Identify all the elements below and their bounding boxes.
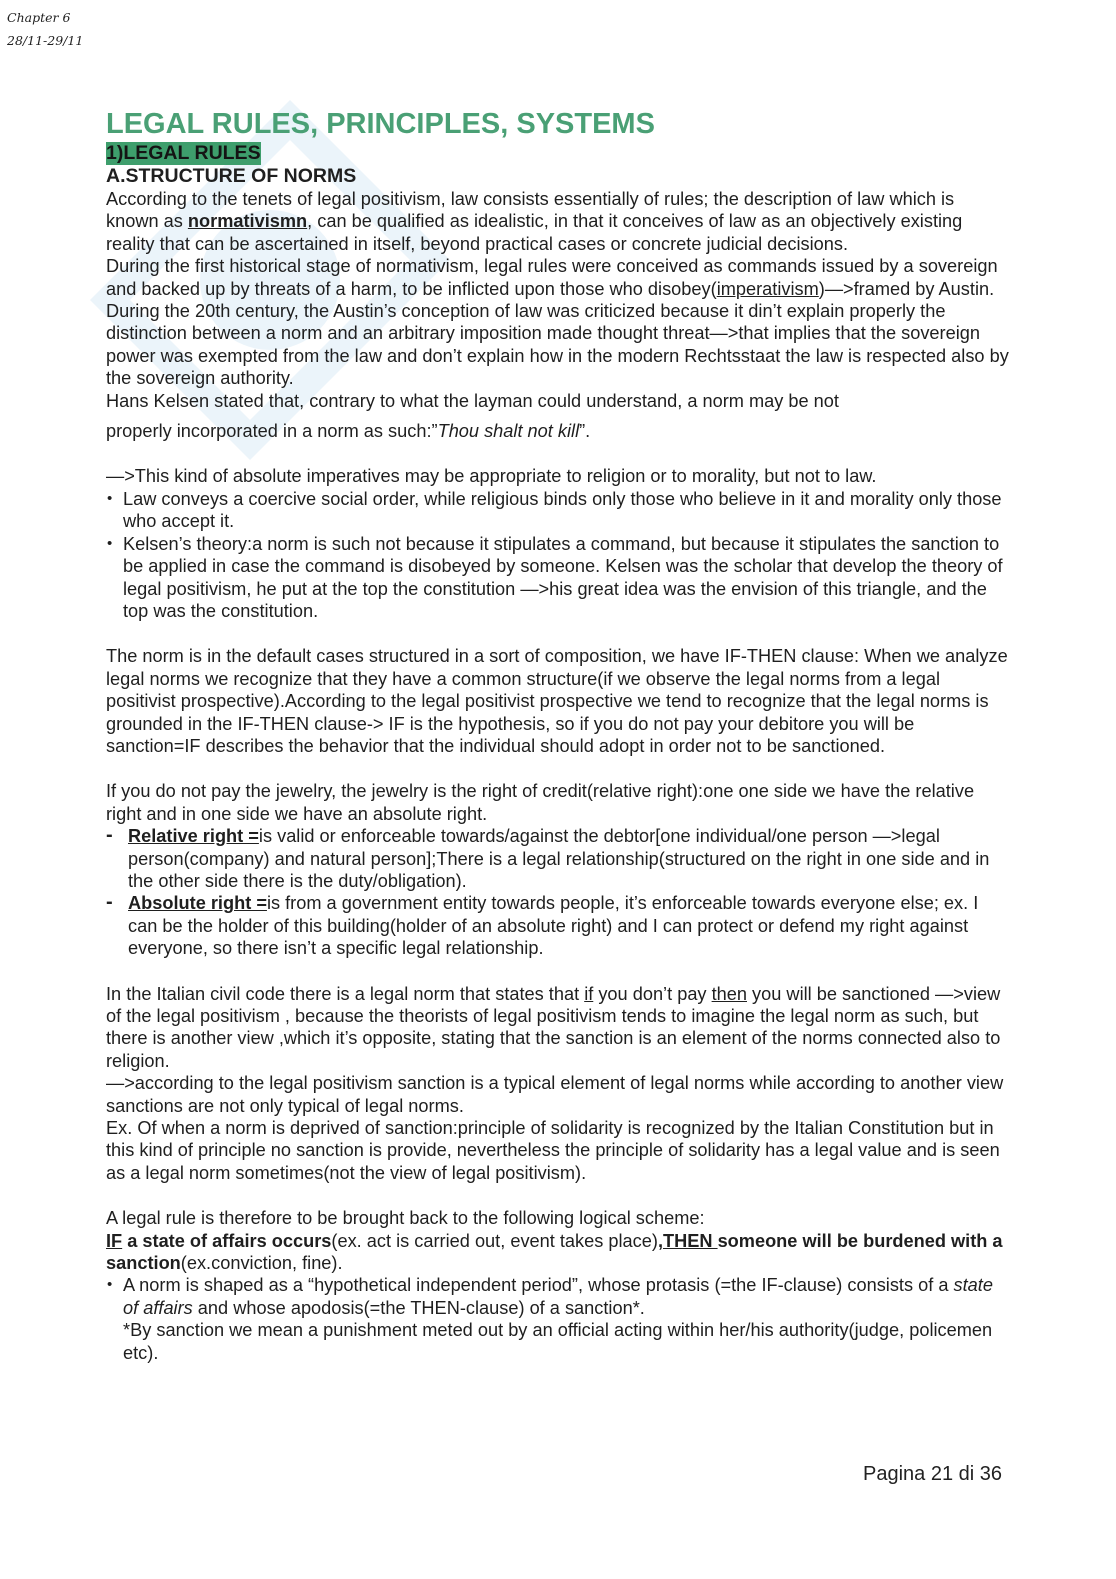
document-body [106, 106, 1011, 1364]
paragraph: In the Italian civil code there is a legal norm that states that if you don’t pay then you will be sanctioned —>view of the legal positivism , because the theorists of legal positivism tends to imagine the legal norm as such, but there is another view ,which it’s opposite, stating that the sanction is an element of the norms connected also to religion. [106, 983, 1001, 1071]
paragraph: properly incorporated in a norm as such:”Thou shalt not kill”. [106, 421, 591, 442]
sanction-note: *By sanction we mean a punishment meted out by an official acting within her/his authority(judge, policemen etc). [123, 1320, 993, 1363]
list-item: • Kelsen’s theory:a norm is such not because it stipulates a command, but because it stipulates the sanction to be applied in case the command is disobeyed by someone. Kelsen was the scholar that develop the theory of legal positivism, he put at the top the constitution —>his great idea was the envision of this triangle, and the top was the constitution. [107, 533, 1003, 621]
subsection-heading: A.STRUCTURE OF NORMS [106, 165, 357, 187]
term-absolute-right: Absolute right = [128, 893, 267, 914]
paragraph: According to the tenets of legal positivism, law consists essentially of rules; the description of law which is known as normativismn, can be qualified as idealistic, in that it conceives of law as an objectively existing reality that can be ascertained in itself, beyond practical cases or concrete judicial decisions. [106, 189, 963, 254]
paragraph: Ex. Of when a norm is deprived of sanction:principle of solidarity is recognized by the Italian Constitution but in this kind of principle no sanction is provide, nevertheless the principle of solidarity has a legal value and is seen as a legal norm sometimes(not the view of legal positivism). [106, 1118, 1000, 1183]
paragraph: The norm is in the default cases structured in a sort of composition, we have IF-THEN clause: When we analyze legal norms we recognize that they have a common structure(if we observe the legal norms from a legal positivist prospective).According to the legal positivist prospective we tend to recognize that the legal norms is grounded in the IF-THEN clause-> IF is the hypothesis, so if you do not pay your debitore you will be sanction=IF describes the behavior that the individual should adopt in order not to be sanctioned. [106, 646, 1008, 756]
list-item: - Absolute right =is from a government entity towards people, it’s enforceable towards everyone else; ex. I can be the holder of this building(holder of an absolute right) and I can protect or defend my right against everyone, so there isn’t a specific legal relationship. [106, 891, 979, 959]
section-heading: 1)LEGAL RULES [106, 142, 261, 164]
paragraph: A legal rule is therefore to be brought back to the following logical scheme: [106, 1208, 705, 1229]
date-range: 28/11-29/11 [7, 33, 84, 48]
page-title: LEGAL RULES, PRINCIPLES, SYSTEMS [106, 108, 655, 140]
paragraph: If you do not pay the jewelry, the jewelry is the right of credit(relative right):one one side we have the relative right and in one side we have an absolute right. [106, 781, 975, 824]
chapter-label: Chapter 6 [7, 10, 71, 25]
list-item: • A norm is shaped as a “hypothetical independent period”, whose protasis (=the IF-clause) consists of a state of affairs and whose apodosis(=the THEN-clause) of a sanction*. *By sanction we mean a punishment meted out by an official acting within her/his authority(judge, policemen etc). [107, 1275, 993, 1363]
list-item: - Relative right =is valid or enforceable towards/against the debtor[one individual/one person —>legal person(company) and natural person];There is a legal relationship(structured on the right in one side and in the other side there is the duty/obligation). [106, 824, 990, 891]
paragraph: During the 20th century, the Austin’s conception of law was criticized because it din’t explain properly the distinction between a norm and an arbitrary imposition made thought threat—>that implies that the sovereign power was exempted from the law and don’t explain how in the modern Rechtsstaat the law is respected also by the sovereign authority. [106, 301, 1009, 389]
paragraph: —>This kind of absolute imperatives may be appropriate to religion or to morality, but not to law. [106, 466, 877, 487]
term-relative-right: Relative right = [128, 826, 259, 847]
term-normativism: normativismn [187, 211, 308, 232]
logical-scheme: IF a state of affairs occurs(ex. act is carried out, event takes place),THEN someone will be burdened with a sanction(ex.conviction, fine). [106, 1230, 1003, 1274]
paragraph: During the first historical stage of normativism, legal rules were conceived as commands issued by a sovereign and backed up by threats of a harm, to be inflicted upon those who disobey(imperativism)—>framed by Austin. [106, 256, 998, 299]
kelsen-quote: Thou shalt not kill [437, 421, 580, 442]
paragraph: —>according to the legal positivism sanction is a typical element of legal norms while according to another view sanctions are not only typical of legal norms. [106, 1073, 1004, 1116]
list-item: • Law conveys a coercive social order, while religious binds only those who believe in it and morality only those who accept it. [107, 488, 1002, 532]
page-number: Pagina 21 di 36 [862, 1463, 1002, 1485]
term-imperativism: imperativism [716, 278, 819, 299]
paragraph: Hans Kelsen stated that, contrary to what the layman could understand, a norm may be not [106, 390, 839, 411]
